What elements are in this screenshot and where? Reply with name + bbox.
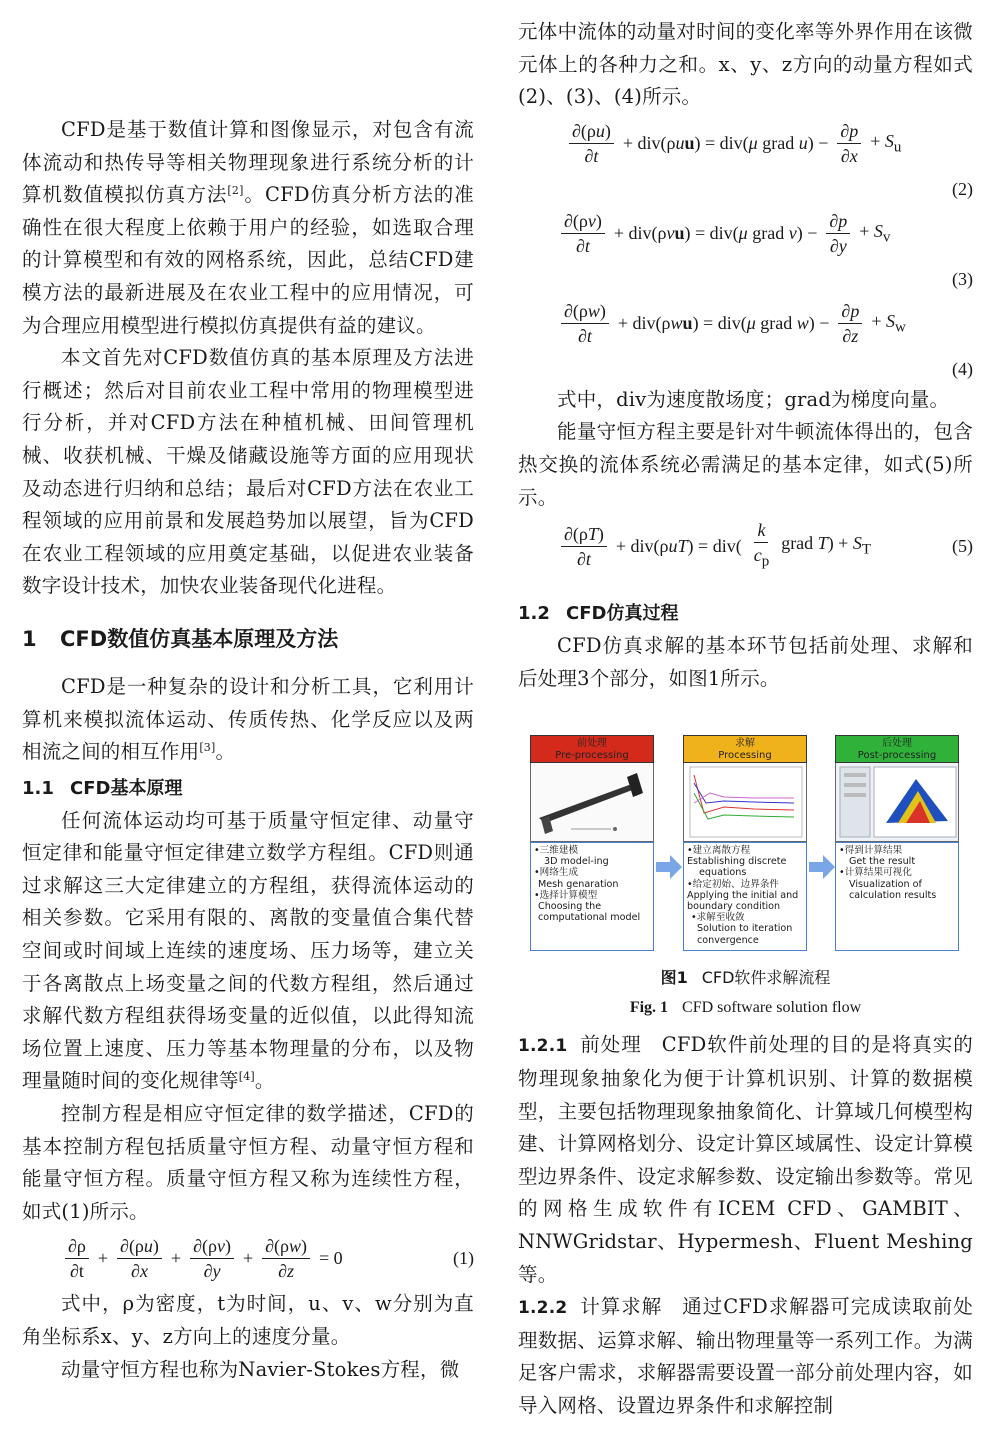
processing-panel: [683, 735, 807, 950]
paragraph-energy: 能量守恒方程主要是针对牛顿流体得出的，包含热交换的流体系统必需满足的基本定律，如式(5)所示。: [518, 420, 973, 509]
paragraph-cfd-tool: CFD是一种复杂的设计和分析工具，它利用计算机来模拟流体运动、传质传热、化学反应以及两相流之间的相互作用[3]。: [22, 674, 474, 764]
post-processing-header: 后处理 Post-processing: [835, 735, 959, 763]
equation-number: (4): [952, 358, 973, 379]
paragraph-solving: 1.2.2 计算求解 通过CFD求解器可完成读取前处理数据、运算求解、输出物理量等一系列工作。为满足客户需求，求解器需要设置一部分前处理内容，如导入网格、设置边界条件和求解控制: [518, 1295, 973, 1417]
paragraph-process: CFD仿真求解的基本环节包括前处理、求解和后处理3个部分，如图1所示。: [518, 634, 973, 690]
paragraph-preprocessing: 1.2.1 前处理 CFD软件前处理的目的是将真实的物理现象抽象化为便于计算机识别、计算的数据模型，主要包括物理现象抽象简化、计算域几何模型构建、计算网格划分、设定计算区域属性、设定计算模型边界条件、设定求解参数、设定输出参数等。常见的网格生成软件有ICEM CFD、GAMBIT、NNWGridstar、Hypermesh、Fluent Meshing等。: [518, 1033, 973, 1286]
figure-caption-cn: 图1 CFD软件求解流程: [660, 968, 831, 987]
paragraph-div-grad: 式中，div为速度散场度；grad为梯度向量。: [557, 387, 950, 411]
figure-caption-en: Fig. 1 CFD software solution flow: [629, 999, 862, 1016]
arrow-right-icon: [656, 855, 682, 879]
pre-processing-header: 前处理 Pre-processing: [530, 735, 654, 763]
subsection-heading-1-1: 1.1 CFD基本原理: [22, 777, 183, 799]
paragraph-momentum-cont: 元体中流体的动量对时间的变化率等外界作用在该微元体上的各种力之和。x、y、z方向的动量方程如式(2)、(3)、(4)所示。: [518, 20, 973, 109]
equation-number: (2): [952, 178, 973, 199]
equation-5: $\frac{\partial(\rho T)}{\partial t}$ + div(ρuT) = div( $\frac{k}{c_p}$ grad $T) + S_T$ (5): [518, 514, 973, 578]
paragraph-principle: 任何流体运动均可基于质量守恒定律、动量守恒定律和能量守恒定律建立数学方程组。CFD则通过求解这三大定律建立的方程组，获得流体运动的相关参数。它采用有限的、离散的变量值合集代替空间或时间域上连续的速度场、压力场等，建立关于各离散点上场变量之间的代数方程组，然后通过求解代数方程组获得场变量的近似值，以此得知流场位置上速度、压力等基本物理量的分布，以及物理量随时间的变化规律等[4]。: [22, 808, 474, 1093]
equation-1: $\frac{\partial\rho}{\partial t}$ + $\frac{\partial(\rho u)}{\partial x}$ + $\frac{\partial(\rho v)}{\partial y}$ + $\frac{\partial(\rho w)}{\partial z}$ = 0 (1): [22, 1228, 474, 1288]
left-column: [22, 0, 474, 1386]
post-processing-panel: [835, 735, 959, 950]
pre-processing-steps: •三维建模 3D model-ing •网络生成 Mesh genaration •选择计算模型 Choosing the computational model: [530, 842, 654, 951]
right-column: [518, 0, 973, 1422]
subsection-heading-1-2: 1.2 CFD仿真过程: [518, 603, 679, 625]
visualization-image: [835, 763, 959, 842]
post-processing-steps: •得到计算结果 Get the result •计算结果可视化 Visualization of calculation results: [835, 842, 959, 951]
paragraph-overview: 本文首先对CFD数值仿真的基本原理及方法进行概述；然后对目前农业工程中常用的物理模型进行分析，并对CFD方法在种植机械、田间管理机械、收获机械、干燥及储藏设施等方面的应用现状及动态进行归纳和总结；最后对CFD方法在农业工程领域的应用前景和发展趋势加以展望，旨为CFD在农业工程领域的应用奠定基础，以促进农业装备数字设计技术，加快农业装备现代化进程。: [22, 346, 474, 598]
model-3d-image: [530, 763, 654, 842]
equation-4: $\frac{\partial(\rho w)}{\partial t}$ + div(ρwu) = div(μ grad w) − $\frac{\partial p}{\partial z}$ + $S_w$: [518, 294, 973, 354]
processing-steps: •建立离散方程 Establishing discrete equations •给定初始、边界条件 Applying the initial and boundary condition •求解至收敛 Solution to iteration convergence: [683, 842, 807, 951]
residual-plot-image: [683, 763, 807, 842]
equation-number: (1): [453, 1248, 474, 1269]
equation-2: $\frac{\partial(\rho u)}{\partial t}$ + div(ρuu) = div(μ grad u) − $\frac{\partial p}{\partial x}$ + $S_u$: [526, 114, 973, 174]
equation-3: $\frac{\partial(\rho v)}{\partial t}$ + div(ρvu) = div(μ grad v) − $\frac{\partial p}{\partial y}$ + $S_v$: [518, 204, 973, 264]
arrow-right-icon: [809, 855, 835, 879]
equation-number: (5): [952, 536, 973, 557]
figure-cfd-flow: [530, 735, 960, 950]
paragraph-governing-equations: 控制方程是相应守恒定律的数学描述，CFD的基本控制方程包括质量守恒方程、动量守恒方程和能量守恒方程。质量守恒方程又称为连续性方程，如式(1)所示。: [22, 1102, 474, 1223]
section-heading: 1 CFD数值仿真基本原理及方法: [22, 626, 339, 651]
paragraph-variables: 式中，ρ为密度，t为时间，u、v、w分别为直角坐标系x、y、z方向上的速度分量。: [22, 1292, 474, 1348]
processing-header: 求解 Processing: [683, 735, 807, 763]
paragraph-momentum: 动量守恒方程也称为Navier-Stokes方程，微: [61, 1357, 460, 1381]
equation-number: (3): [952, 268, 973, 289]
paragraph-intro: CFD是基于数值计算和图像显示，对包含有流体流动和热传导等相关物理现象进行系统分析的计算机数值模拟仿真方法[2]。CFD仿真分析方法的准确性在很大程度上依赖于用户的经验，如选取合理的计算模型和有效的网格系统，因此，总结CFD建模方法的最新进展及在农业工程中的应用情况，可为合理应用模型进行模拟仿真提供有益的建议。: [22, 118, 474, 337]
pre-processing-panel: [530, 735, 654, 950]
